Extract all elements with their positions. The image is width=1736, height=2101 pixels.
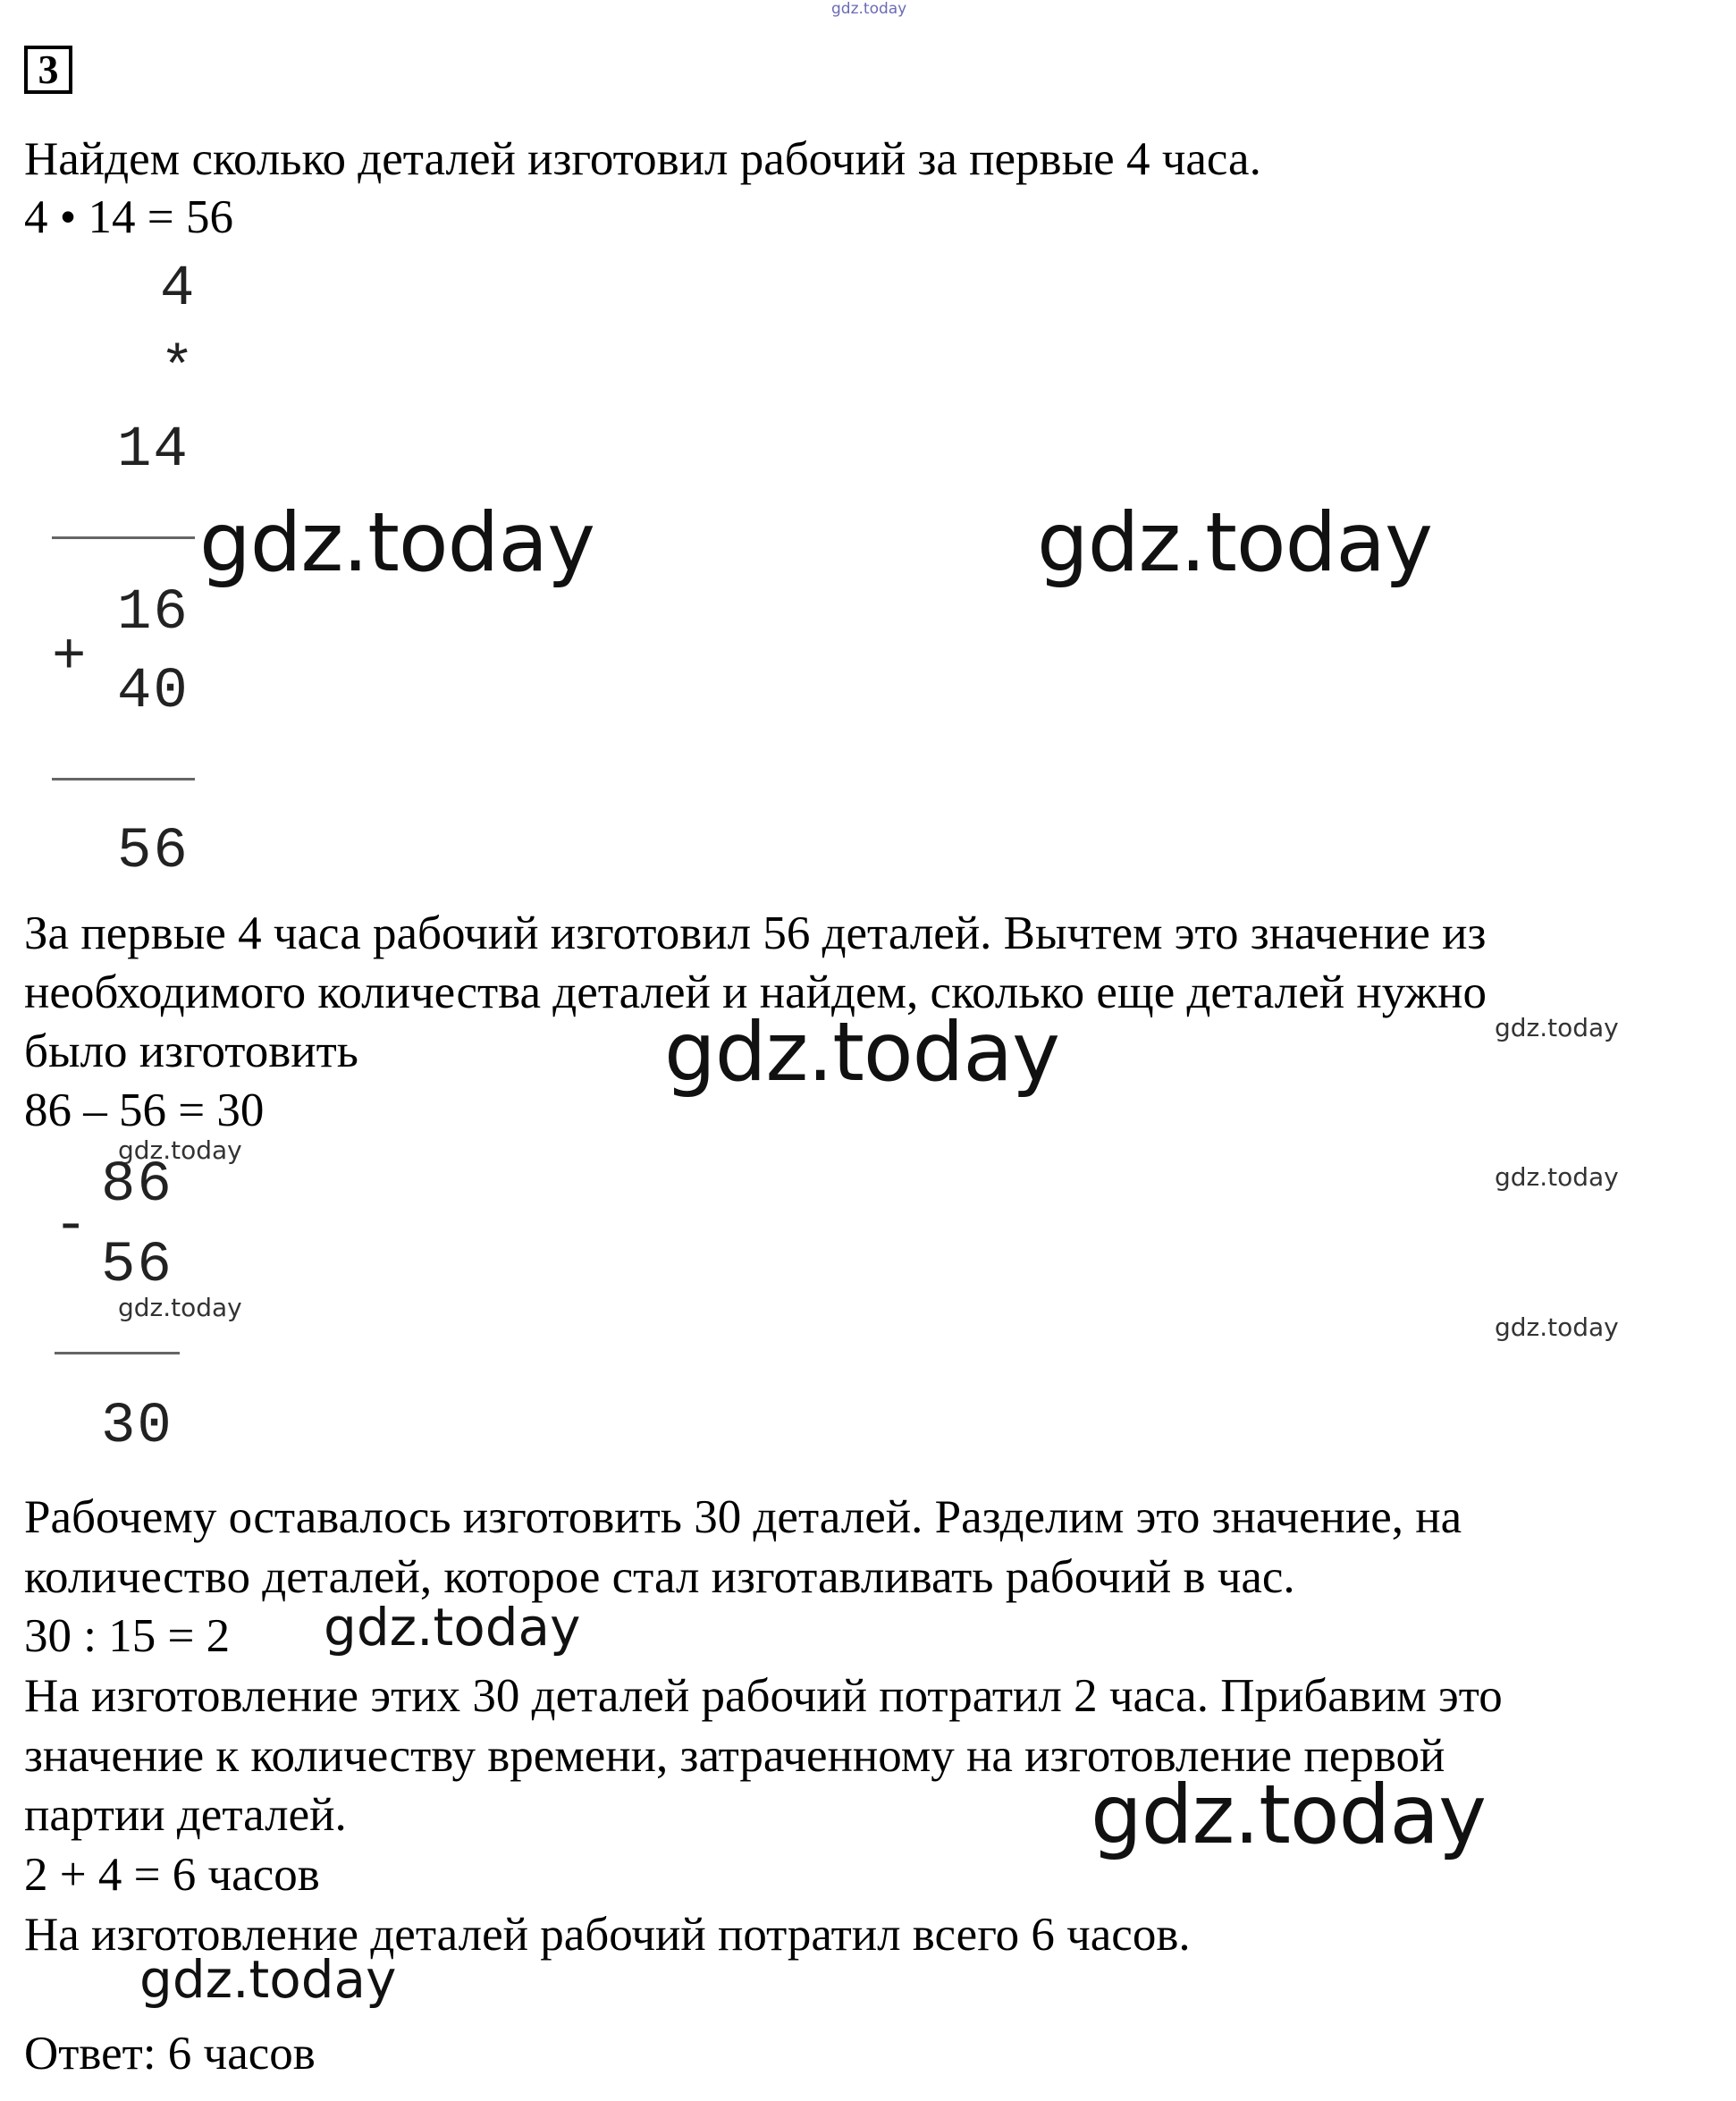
text-line-p2-2: необходимого количества деталей и найдем, сколько еще деталей нужно [24, 966, 1487, 1018]
sub-operand-b: 56 [101, 1234, 173, 1298]
watermark-top: gdz.today [831, 0, 907, 18]
answer-line: Ответ: 6 часов [24, 2028, 316, 2080]
sub-operand-a: 86 [101, 1153, 173, 1218]
watermark-big-2: gdz.today [1037, 496, 1432, 590]
sub-result: 30 [101, 1395, 173, 1459]
equation-1: 4 • 14 = 56 [24, 191, 233, 243]
watermark-small-1: gdz.today [1495, 1013, 1619, 1042]
mult-result: 56 [117, 820, 190, 884]
text-line-p1: Найдем сколько деталей изготовил рабочий за первые 4 часа. [24, 133, 1261, 185]
mult-partial-1: 16 [117, 581, 190, 645]
task-number-box: 3 [24, 46, 72, 94]
watermark-big-4: gdz.today [1091, 1768, 1486, 1862]
sub-minus-sign: - [54, 1194, 90, 1259]
mult-operand-b: 14 [117, 418, 190, 483]
text-line-p4-2: значение к количеству времени, затраченному на изготовление первой [24, 1730, 1445, 1782]
mult-rule-1 [52, 536, 195, 539]
watermark-big-3: gdz.today [664, 1006, 1059, 1100]
equation-2: 86 – 56 = 30 [24, 1084, 265, 1136]
watermark-small-4: gdz.today [1495, 1162, 1619, 1192]
text-line-p5: На изготовление деталей рабочий потратил всего 6 часов. [24, 1909, 1191, 1961]
text-line-p4-3: партии деталей. [24, 1789, 347, 1841]
sub-rule [55, 1352, 180, 1354]
watermark-mid-1: gdz.today [324, 1597, 581, 1658]
text-line-p2-3: было изготовить [24, 1025, 358, 1077]
watermark-mid-2: gdz.today [139, 1949, 397, 2010]
text-line-p4-1: На изготовление этих 30 деталей рабочий потратил 2 часа. Прибавим это [24, 1670, 1503, 1722]
mult-partial-2: 40 [117, 660, 190, 724]
mult-operator: * [160, 338, 197, 402]
watermark-small-2: gdz.today [118, 1135, 242, 1165]
equation-3: 30 : 15 = 2 [24, 1610, 231, 1662]
mult-plus-sign: + [52, 626, 88, 690]
watermark-small-3: gdz.today [118, 1293, 242, 1322]
equation-4: 2 + 4 = 6 часов [24, 1849, 320, 1901]
watermark-big-1: gdz.today [199, 496, 594, 590]
mult-rule-2 [52, 778, 195, 780]
mult-operand-a: 4 [160, 257, 197, 322]
text-line-p3-2: количество деталей, которое стал изготавливать рабочий в час. [24, 1551, 1295, 1603]
text-line-p3-1: Рабочему оставалось изготовить 30 деталей. Разделим это значение, на [24, 1491, 1462, 1543]
watermark-small-5: gdz.today [1495, 1312, 1619, 1342]
text-line-p2-1: За первые 4 часа рабочий изготовил 56 деталей. Вычтем это значение из [24, 907, 1487, 959]
